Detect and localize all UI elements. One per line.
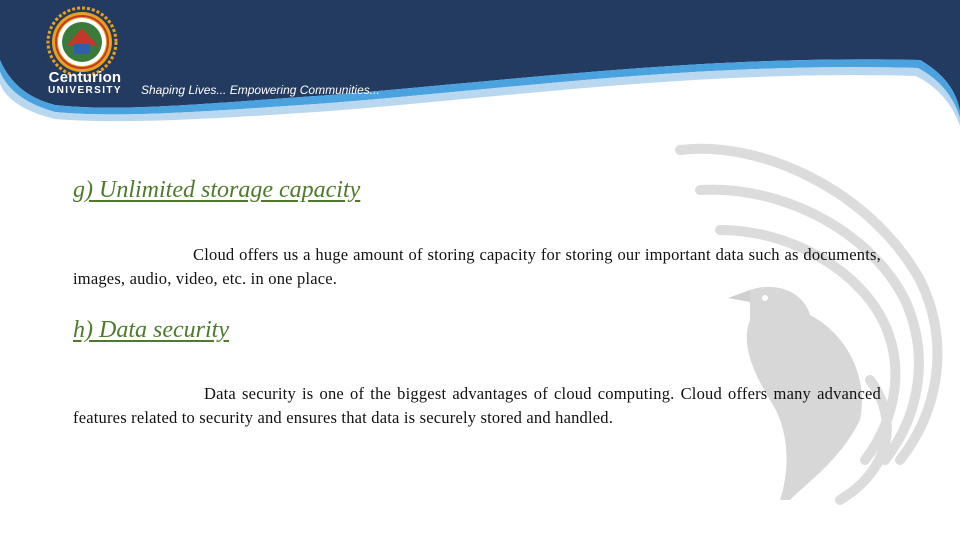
section-heading-unlimited-storage: g) Unlimited storage capacity <box>73 177 361 203</box>
brand-name: Centurion <box>48 69 122 86</box>
section-body-unlimited-storage: Cloud offers us a huge amount of storing capacity for storing our important data such as documents, images, audio, video, etc. in one place. <box>73 245 881 288</box>
section-body-data-security: Data security is one of the biggest advantages of cloud computing. Cloud offers many advanced features related to security and ensures that data is securely stored and handled. <box>73 384 881 427</box>
university-brand <box>40 70 130 96</box>
section-heading-data-security: h) Data security <box>73 317 229 343</box>
bird-watermark-icon <box>640 130 960 510</box>
header-banner <box>0 0 960 140</box>
tagline: Shaping Lives... Empowering Communities... <box>141 83 380 97</box>
university-crest-icon <box>36 6 128 76</box>
brand-sub: UNIVERSITY <box>47 85 122 96</box>
